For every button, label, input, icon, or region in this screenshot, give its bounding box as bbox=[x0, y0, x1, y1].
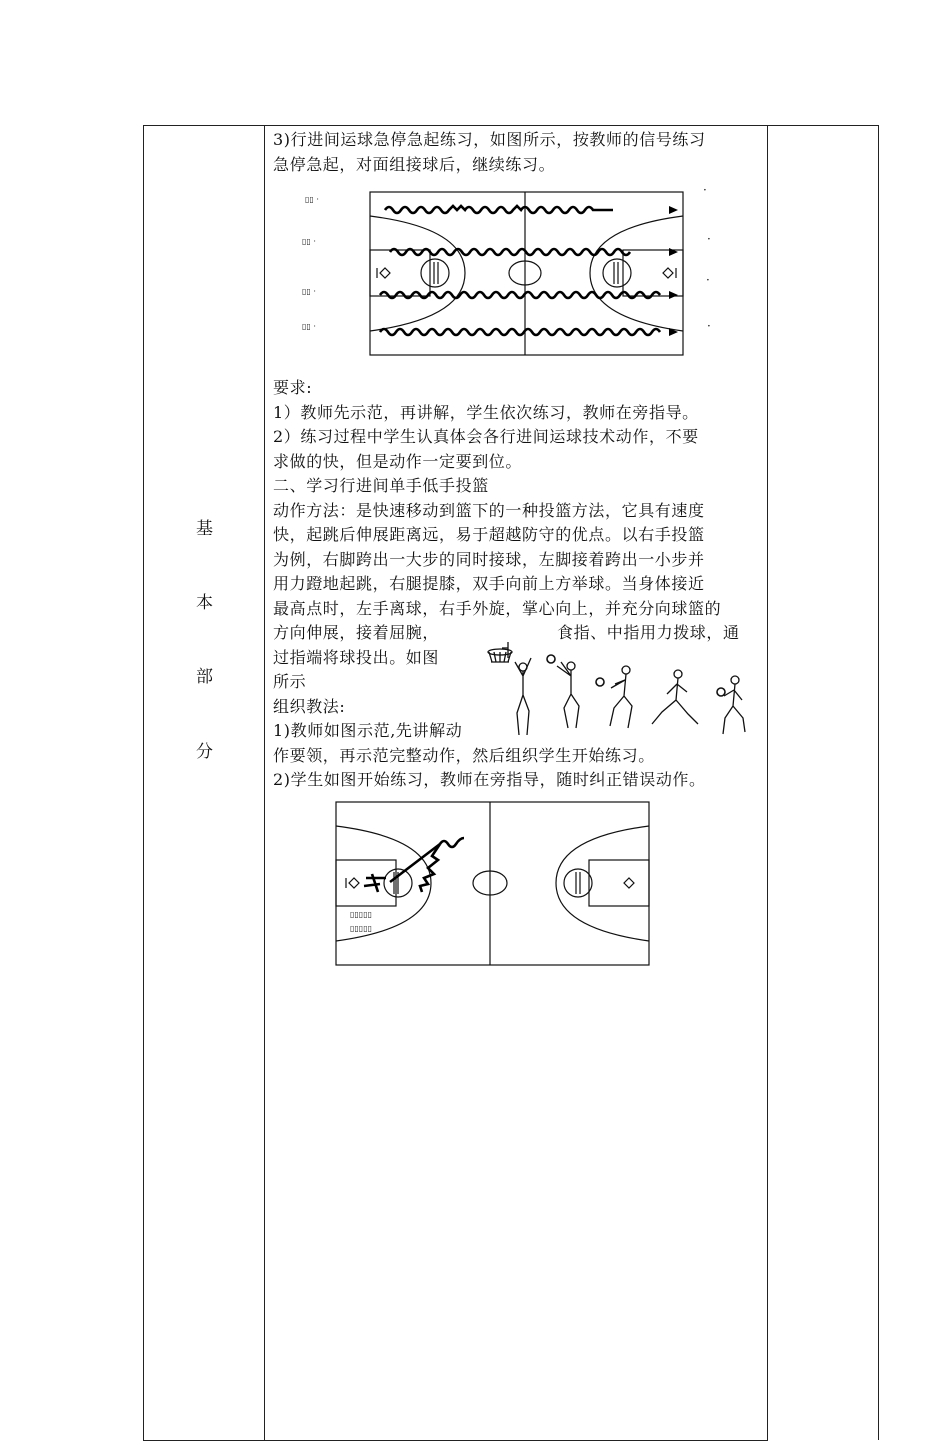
dot-mark: · bbox=[703, 183, 707, 197]
dot-mark: · bbox=[707, 319, 711, 333]
method-line: 为例，右脚跨出一大步的同时接球，左脚接着跨出一小步并 bbox=[273, 549, 705, 569]
requirement-item: 2）练习过程中学生认真体会各行进间运球技术动作，不要 bbox=[273, 427, 699, 446]
table-col-divider-2 bbox=[767, 125, 768, 1440]
method-line: 快，起跳后伸展距离远，易于超越防守的优点。以右手投篮 bbox=[273, 525, 705, 544]
row-mark: ▯▯ · bbox=[305, 195, 319, 204]
table-top-border bbox=[143, 125, 879, 126]
org-line: 2)学生如图开始练习，教师在旁指导，随时纠正错误动作。 bbox=[273, 770, 706, 789]
requirements-title: 要求: bbox=[273, 378, 313, 397]
requirement-item: 1）教师先示范，再讲解，学生依次练习，教师在旁指导。 bbox=[273, 402, 699, 422]
method-line: 用力蹬地起跳，右腿提膝，双手向前上方举球。当身体接近 bbox=[273, 574, 705, 593]
text-line: 3)行进间运球急停急起练习，如图所示，按教师的信号练习 bbox=[273, 130, 706, 149]
method-split-left: 方向伸展，接着屈腕， bbox=[273, 623, 440, 642]
method-line: 所示 bbox=[273, 672, 307, 691]
table-right-border bbox=[878, 125, 879, 1440]
table-col-divider-1 bbox=[264, 125, 265, 1440]
method-split-right: 食指、中指用力拨球，通 bbox=[557, 623, 740, 642]
side-label-char-2: 本 bbox=[196, 593, 213, 613]
dot-mark: · bbox=[706, 273, 710, 287]
side-label-char-4: 分 bbox=[196, 742, 213, 762]
org-line: 1)教师如图示范,先讲解动 bbox=[273, 721, 463, 740]
layup-sequence-illustration bbox=[480, 638, 758, 742]
dot-mark: · bbox=[707, 232, 711, 246]
method-line: 最高点时，左手离球，右手外旋，掌心向上，并充分向球篮的 bbox=[273, 598, 722, 618]
method-line: 过指端将球投出。如图 bbox=[273, 647, 440, 667]
layup-practice-court-diagram bbox=[336, 802, 650, 966]
dribble-stop-paragraph bbox=[273, 128, 763, 177]
side-label-char-1: 基 bbox=[196, 519, 213, 539]
diagram2-mark: ▯▯▯▯▯ bbox=[350, 910, 373, 919]
section-title: 二、学习行进间单手低手投篮 bbox=[273, 476, 489, 495]
dribble-court-diagram bbox=[370, 192, 684, 356]
row-mark: ▯▯ · bbox=[302, 237, 316, 246]
row-mark: ▯▯ · bbox=[302, 322, 316, 331]
text-line: 急停急起，对面组接球后，继续练习。 bbox=[273, 154, 556, 174]
row-mark: ▯▯ · bbox=[302, 287, 316, 296]
method-line: 动作方法：是快速移动到篮下的一种投篮方法，它具有速度 bbox=[273, 500, 705, 520]
org-title: 组织教法: bbox=[273, 696, 346, 716]
org-line: 作要领，再示范完整动作，然后组织学生开始练习。 bbox=[273, 745, 655, 765]
table-left-border bbox=[143, 125, 144, 1440]
requirement-item: 求做的快，但是动作一定要到位。 bbox=[273, 451, 523, 471]
side-label-char-3: 部 bbox=[196, 667, 213, 687]
diagram2-mark: ▯▯▯▯▯ bbox=[350, 924, 373, 933]
